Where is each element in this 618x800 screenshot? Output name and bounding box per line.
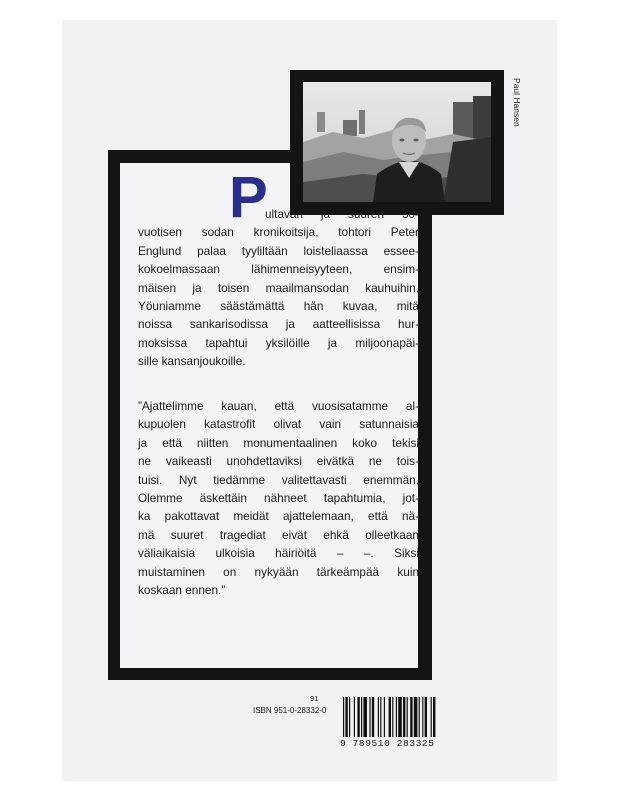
text-line: ja että niitten monumentaalinen koko tekisi [138, 435, 419, 450]
barcode-bar [345, 697, 347, 737]
text-line: noissa sankarisodissa ja aatteellisissa hur- [138, 317, 419, 332]
barcode-bar [407, 697, 408, 737]
barcode-bar [403, 697, 405, 737]
isbn-label: ISBN 951-0-28332-0 [253, 706, 327, 715]
barcode-number: 9 789510 283325 [340, 738, 435, 749]
barcode-bar [389, 697, 391, 737]
barcode-bar [361, 697, 362, 737]
text-line: moksissa tapahtui yksilöille ja miljoonapäi- [138, 335, 419, 350]
barcode-bar [392, 697, 393, 737]
text-line: ”Ajattelimme kauan, että vuosisatamme al- [138, 399, 419, 413]
barcode-bar [398, 697, 402, 737]
text-line: ka pakottavat meidät ajattelemaan, että nä- [138, 509, 419, 524]
barcode-bar [396, 697, 397, 737]
paragraph-quote [138, 397, 419, 599]
barcode [343, 697, 463, 737]
text-line: muistaminen on nykyään tärkeämpää kuin [138, 564, 419, 579]
text-line: sille kansanjoukoille. [138, 354, 246, 369]
text-line: Yöuniamme säästämättä hän kuvaa, mitä [138, 299, 419, 314]
text-line: ne vaikeasti unohdettaviksi eivätkä ne tois- [138, 454, 419, 469]
barcode-bar [410, 697, 412, 737]
drop-cap-letter: P [229, 165, 268, 230]
author-photo-lower [303, 150, 491, 202]
barcode-bar [354, 697, 355, 737]
barcode-bar [384, 697, 385, 737]
barcode-bar [372, 697, 374, 737]
text-line: koskaan ennen.” [138, 583, 226, 598]
barcode-bar [414, 697, 418, 737]
barcode-bar [425, 697, 427, 737]
text-line: ultavan ja suuren 30- [265, 207, 419, 221]
text-line: kupuolen katastrofit olivat vain satunnaisia [138, 417, 419, 432]
barcode-bar [357, 697, 359, 737]
barcode-bar [433, 697, 435, 737]
barcode-bar [431, 697, 432, 737]
barcode-bar [369, 697, 370, 737]
barcode-bar [422, 697, 423, 737]
barcode-bar [363, 697, 367, 737]
barcode-bar [419, 697, 420, 737]
text-line: kokoelmassaan lähimenneisyyteen, ensim- [138, 262, 419, 277]
isbn-prefix: 91 [310, 694, 319, 703]
photo-credit: Paul Hansen [512, 78, 522, 127]
paragraph-intro [138, 205, 419, 371]
text-line: vuotisen sodan kronikoitsija, tohtori Peter [138, 225, 419, 240]
text-line: mäisen ja toisen maailmansodan kauhuihin. [138, 280, 419, 295]
text-line: Englund palaa tyyliltään loisteliaassa essee- [138, 243, 419, 258]
barcode-bar [378, 697, 379, 737]
barcode-bar [380, 697, 381, 737]
text-line: tuisi. Nyt tiedämme valitettavasti enemmän. [138, 472, 419, 487]
barcode-bar [349, 697, 350, 737]
text-line: väliaikaisia ulkoisia häiriöitä – –. Siksi [138, 546, 419, 561]
text-line: Olemme äskettäin nähneet tapahtumia, jot- [138, 491, 419, 506]
text-line: mä suuret tragediat eivät ehkä olleetkaan [138, 527, 419, 542]
barcode-bar [343, 697, 344, 737]
